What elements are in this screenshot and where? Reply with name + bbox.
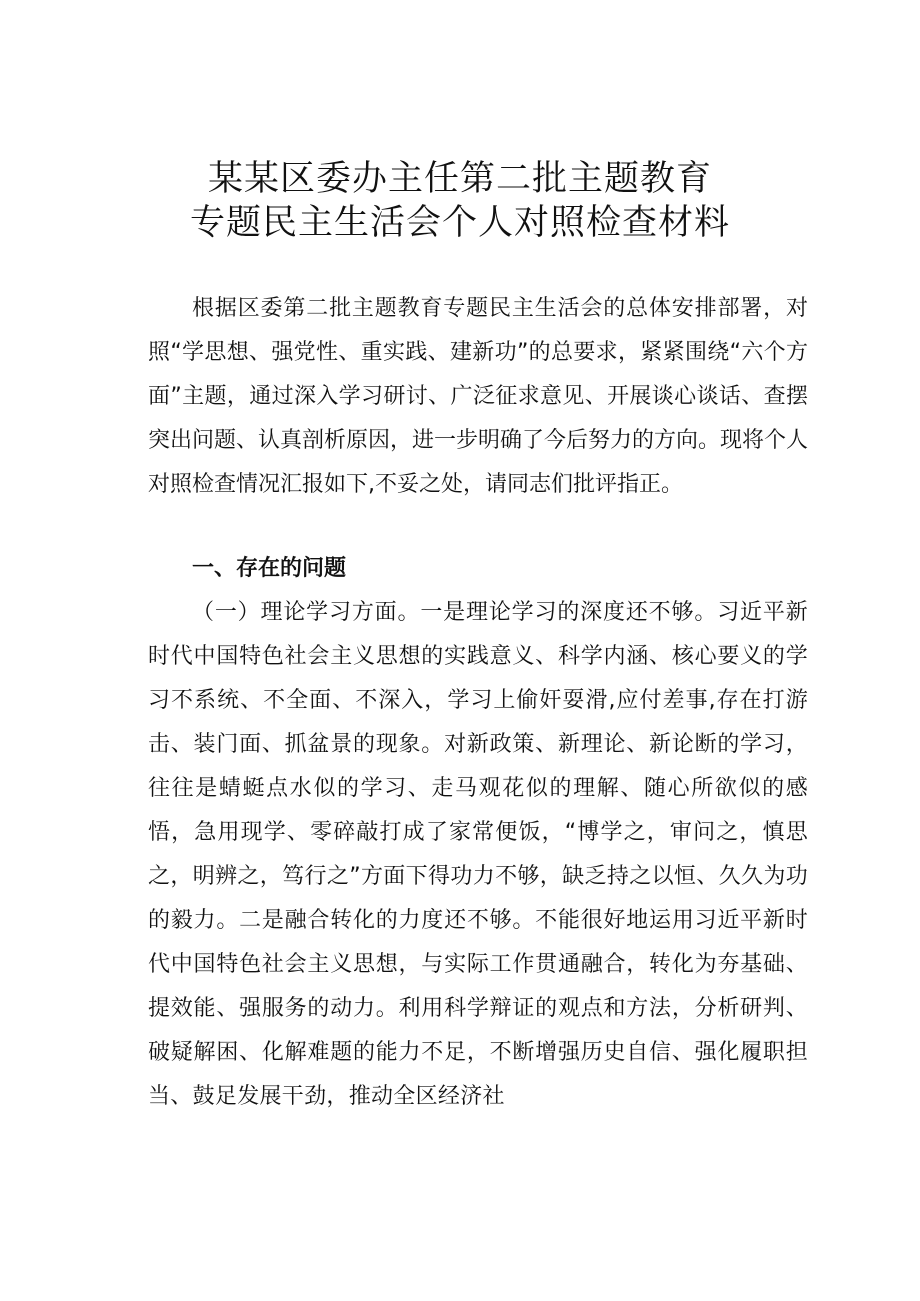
document-title-line-2: 专题民主生活会个人对照检查材料 xyxy=(189,203,730,243)
document-title-line-1: 某某区委办主任第二批主题教育 xyxy=(207,159,712,199)
intro-paragraph: 根据区委第二批主题教育专题民主生活会的总体安排部署，对照“学思想、强党性、重实践、建新功”的总要求，紧紧围绕“六个方面”主题，通过深入学习研讨、广泛征求意见、开展谈心谈话、查摆突出问题、认真剖析原因，进一步明确了今后努力的方向。现将个人对照检查情况汇报如下,不妥之处，请同志们批评指正。 xyxy=(148,296,809,497)
theory-study-paragraph: （一）理论学习方面。一是理论学习的深度还不够。习近平新时代中国特色社会主义思想的实践意义、科学内涵、核心要义的学习不系统、不全面、不深入，学习上偷奸耍滑,应付差事,存在打游击、装门面、抓盆景的现象。对新政策、新理论、新论断的学习，往往是蜻蜓点水似的学习、走马观花似的理解、随心所欲似的感悟，急用现学、零碎敲打成了家常便饭，“博学之，审问之，慎思之，明辨之，笃行之”方面下得功力不够，缺乏持之以恒、久久为功的毅力。二是融合转化的力度还不够。不能很好地运用习近平新时代中国特色社会主义思想，与实际工作贯通融合，转化为夯基础、提效能、强服务的动力。利用科学辩证的观点和方法，分析研判、破疑解困、化解难题的能力不足，不断增强历史自信、强化履职担当、鼓足发展干劲，推动全区经济社 xyxy=(148,600,808,1109)
section-heading-problems: 一、存在的问题 xyxy=(192,556,347,581)
